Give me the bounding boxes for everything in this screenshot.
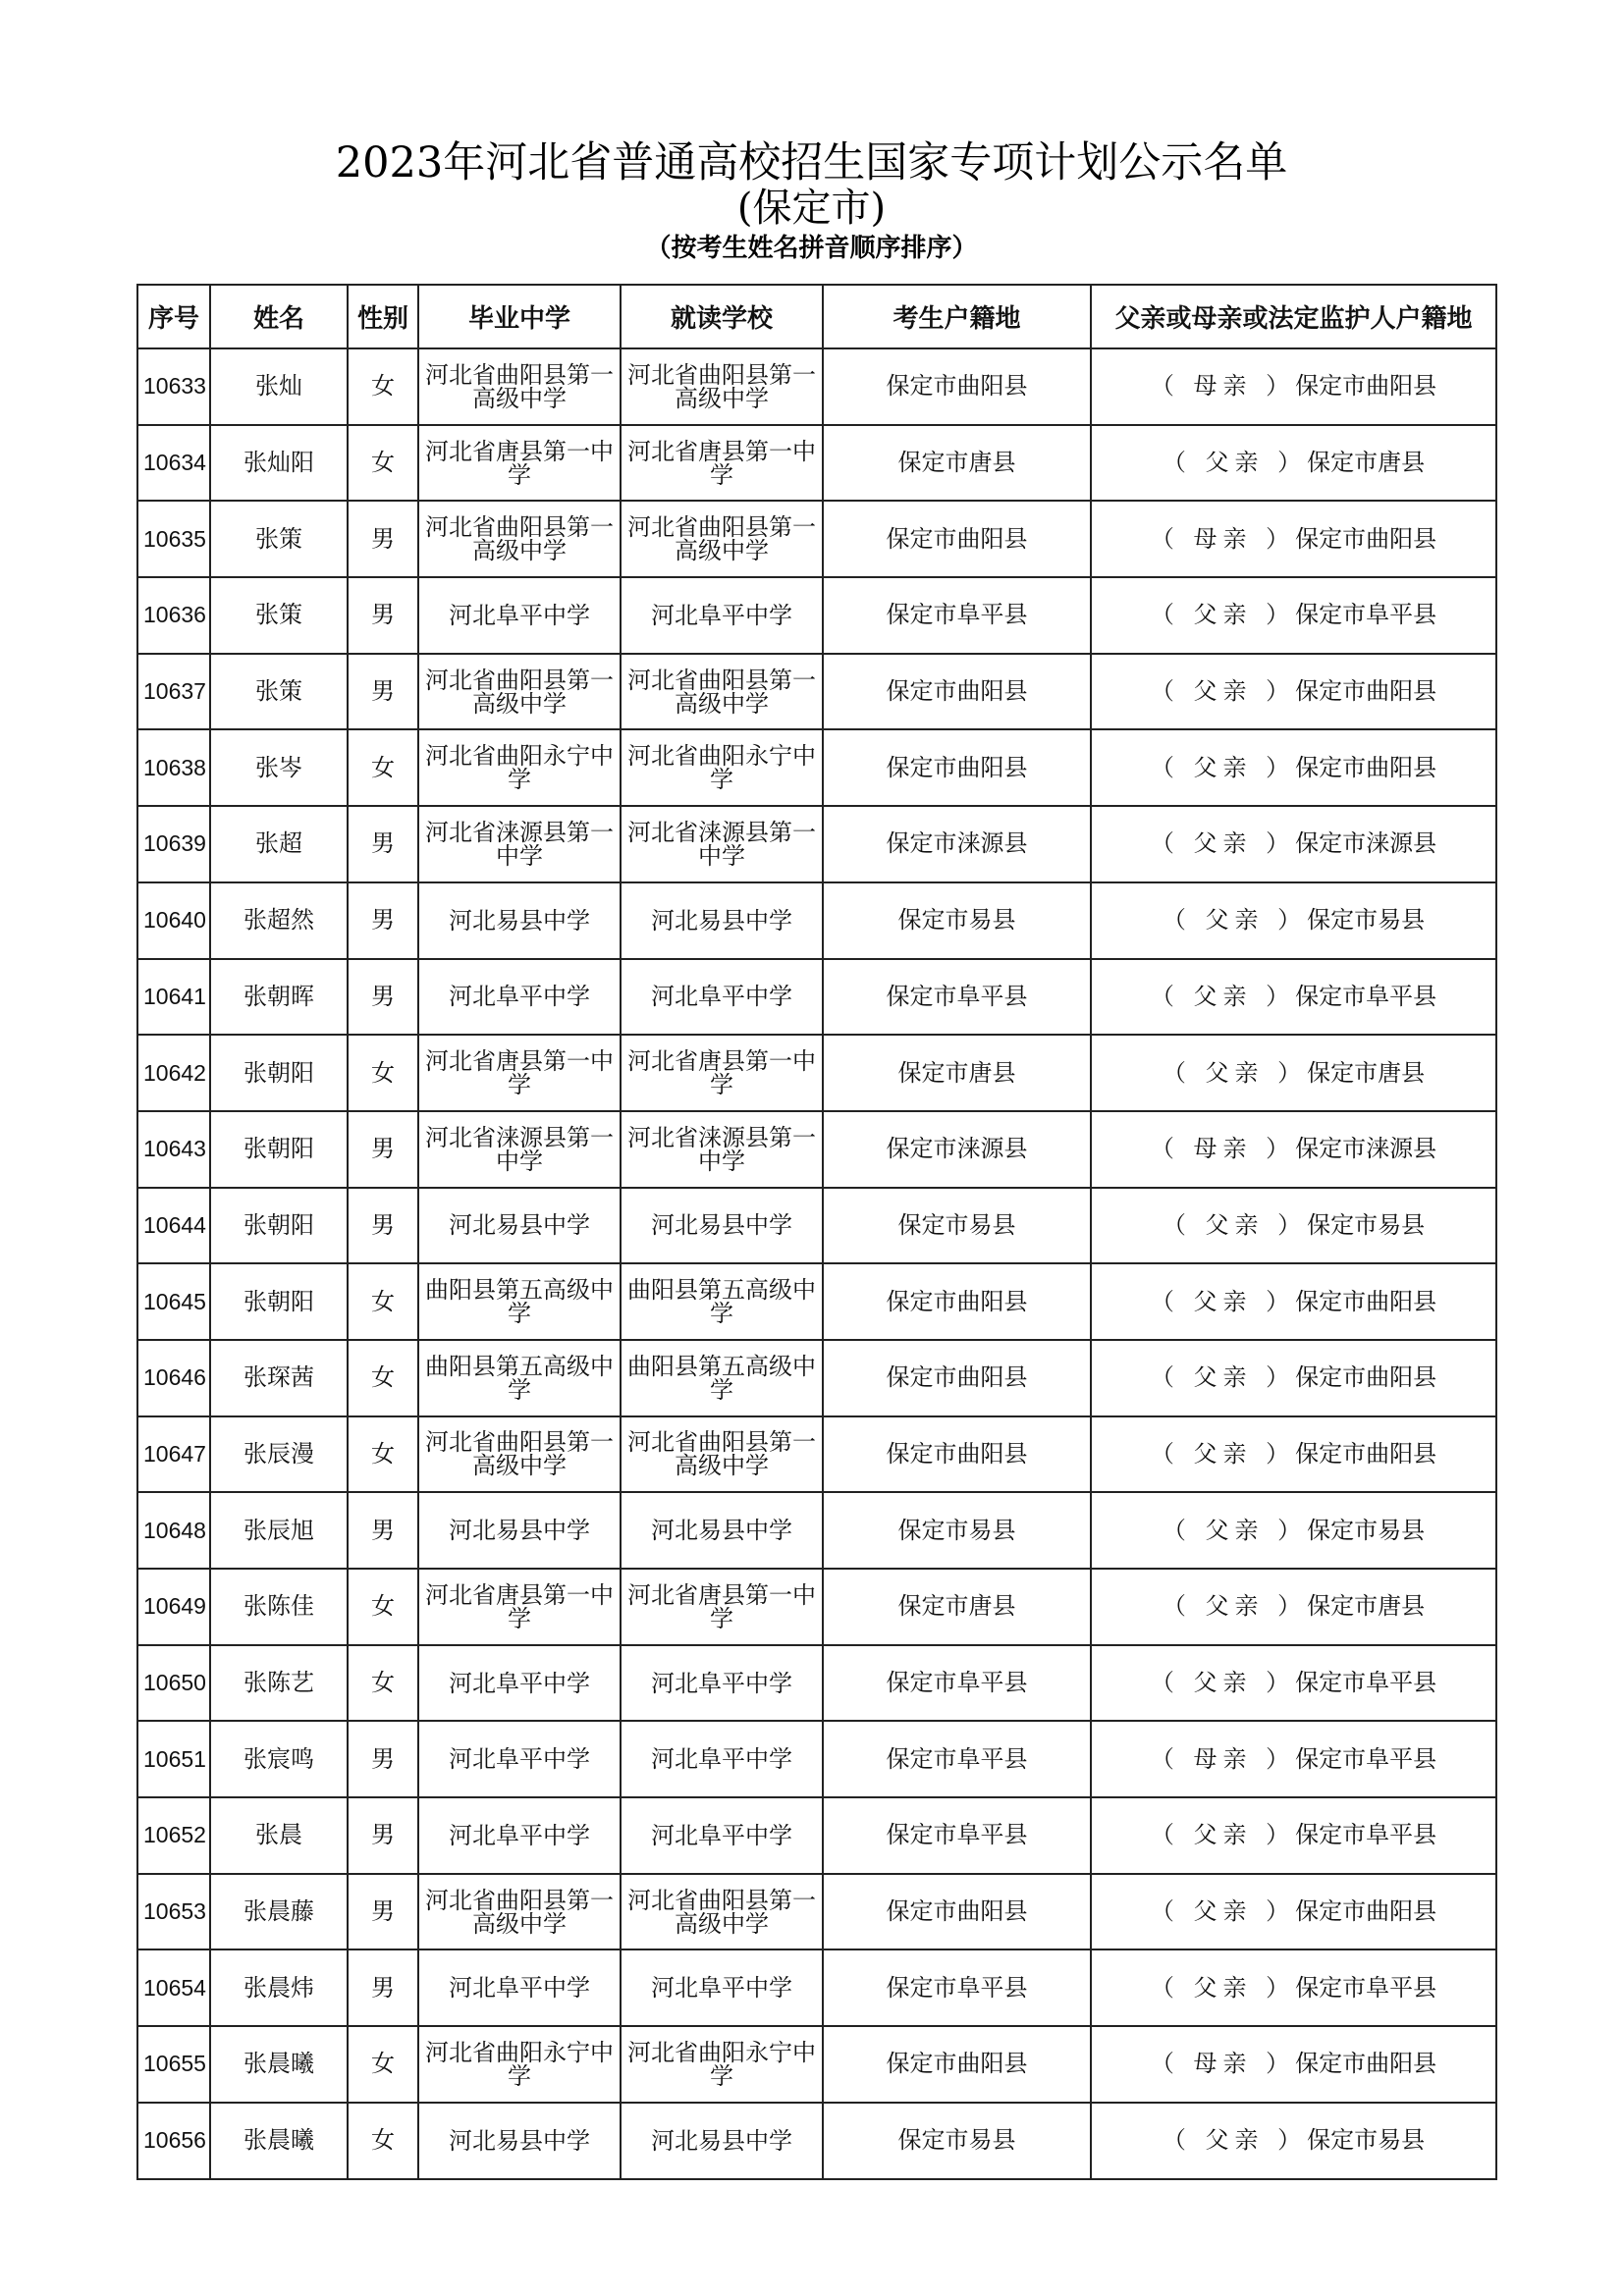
table-row — [137, 1569, 1496, 1645]
study-school-cell: 河北省曲阳县第一高级中学 — [621, 501, 823, 577]
guardian-relation: （ 父亲 ） — [1150, 601, 1296, 629]
grad-school-cell: 河北阜平中学 — [418, 1645, 621, 1722]
study-school-cell: 河北阜平中学 — [621, 1949, 823, 2026]
guardian-relation: （ 父亲 ） — [1150, 1439, 1296, 1468]
name-cell: 张灿 — [210, 348, 348, 425]
name-cell: 张朝晖 — [210, 959, 348, 1036]
seq-cell: 10639 — [137, 806, 210, 882]
column-header-study-school: 就读学校 — [621, 285, 823, 348]
table-row — [137, 1263, 1496, 1340]
guardian-residence: 保定市曲阳县 — [1295, 1439, 1437, 1468]
gender-cell: 女 — [348, 1263, 418, 1340]
guardian-residence: 保定市阜平县 — [1295, 982, 1437, 1010]
seq-cell: 10634 — [137, 425, 210, 502]
grad-school-cell: 河北省曲阳永宁中学 — [418, 729, 621, 806]
table-row — [137, 2103, 1496, 2179]
seq-cell: 10652 — [137, 1797, 210, 1874]
seq-cell: 10637 — [137, 654, 210, 730]
column-header-gender: 性别 — [348, 285, 418, 348]
name-cell: 张灿阳 — [210, 425, 348, 502]
guardian-relation: （ 母亲 ） — [1150, 524, 1296, 553]
guardian-relation: （ 母亲 ） — [1150, 372, 1296, 400]
grad-school-cell: 河北易县中学 — [418, 1188, 621, 1264]
grad-school-cell: 河北阜平中学 — [418, 1797, 621, 1874]
table-row — [137, 1797, 1496, 1874]
guardian-residence-cell — [1091, 2026, 1496, 2103]
guardian-residence-cell — [1091, 1797, 1496, 1874]
study-school-cell: 河北阜平中学 — [621, 959, 823, 1036]
guardian-relation: （ 父亲 ） — [1150, 1821, 1296, 1849]
residence-cell: 保定市阜平县 — [823, 1645, 1091, 1722]
study-school-cell: 河北省曲阳永宁中学 — [621, 729, 823, 806]
guardian-residence-cell — [1091, 729, 1496, 806]
residence-cell: 保定市易县 — [823, 2103, 1091, 2179]
grad-school-cell: 河北易县中学 — [418, 882, 621, 959]
gender-cell: 男 — [348, 1188, 418, 1264]
seq-cell: 10648 — [137, 1492, 210, 1569]
guardian-residence: 保定市唐县 — [1307, 1058, 1426, 1087]
name-cell: 张朝阳 — [210, 1111, 348, 1188]
guardian-residence-cell — [1091, 1188, 1496, 1264]
study-school-cell: 河北阜平中学 — [621, 1721, 823, 1797]
guardian-residence: 保定市易县 — [1307, 2126, 1426, 2155]
guardian-residence: 保定市易县 — [1307, 906, 1426, 934]
seq-cell: 10633 — [137, 348, 210, 425]
seq-cell: 10645 — [137, 1263, 210, 1340]
guardian-relation: （ 父亲 ） — [1162, 449, 1308, 477]
guardian-residence-cell — [1091, 1492, 1496, 1569]
column-header-name: 姓名 — [210, 285, 348, 348]
seq-cell: 10641 — [137, 959, 210, 1036]
residence-cell: 保定市唐县 — [823, 1569, 1091, 1645]
study-school-cell: 河北省曲阳永宁中学 — [621, 2026, 823, 2103]
name-cell: 张陈佳 — [210, 1569, 348, 1645]
guardian-residence-cell — [1091, 1645, 1496, 1722]
seq-cell: 10650 — [137, 1645, 210, 1722]
sort-note: （按考生姓名拼音顺序排序） — [645, 234, 978, 263]
grad-school-cell: 河北省唐县第一中学 — [418, 425, 621, 502]
seq-cell: 10646 — [137, 1340, 210, 1416]
gender-cell: 男 — [348, 501, 418, 577]
residence-cell: 保定市曲阳县 — [823, 654, 1091, 730]
table-row — [137, 425, 1496, 502]
table-row — [137, 1492, 1496, 1569]
name-cell: 张朝阳 — [210, 1188, 348, 1264]
gender-cell: 男 — [348, 882, 418, 959]
residence-cell: 保定市曲阳县 — [823, 1416, 1091, 1493]
gender-cell: 男 — [348, 959, 418, 1036]
residence-cell: 保定市易县 — [823, 882, 1091, 959]
gender-cell: 男 — [348, 1492, 418, 1569]
guardian-residence-cell — [1091, 1035, 1496, 1111]
gender-cell: 女 — [348, 348, 418, 425]
grad-school-cell: 河北省涞源县第一中学 — [418, 806, 621, 882]
table-row — [137, 577, 1496, 654]
table-row — [137, 348, 1496, 425]
table-header-row — [137, 285, 1496, 348]
seq-cell: 10638 — [137, 729, 210, 806]
residence-cell: 保定市唐县 — [823, 425, 1091, 502]
gender-cell: 女 — [348, 1340, 418, 1416]
column-header-residence: 考生户籍地 — [823, 285, 1091, 348]
grad-school-cell: 河北易县中学 — [418, 1492, 621, 1569]
guardian-residence: 保定市阜平县 — [1295, 601, 1437, 629]
guardian-residence: 保定市唐县 — [1307, 1592, 1426, 1621]
grad-school-cell: 河北省曲阳县第一高级中学 — [418, 501, 621, 577]
residence-cell: 保定市阜平县 — [823, 1797, 1091, 1874]
page-title: 2023年河北省普通高校招生国家专项计划公示名单 — [335, 138, 1288, 187]
guardian-relation: （ 父亲 ） — [1162, 1210, 1308, 1239]
residence-cell: 保定市阜平县 — [823, 1721, 1091, 1797]
guardian-relation: （ 父亲 ） — [1162, 1516, 1308, 1544]
name-cell: 张策 — [210, 654, 348, 730]
residence-cell: 保定市曲阳县 — [823, 1874, 1091, 1950]
name-cell: 张岑 — [210, 729, 348, 806]
gender-cell: 男 — [348, 654, 418, 730]
grad-school-cell: 河北阜平中学 — [418, 959, 621, 1036]
seq-cell: 10653 — [137, 1874, 210, 1950]
page-subtitle: (保定市) — [736, 186, 887, 231]
table-row — [137, 501, 1496, 577]
name-cell: 张晨炜 — [210, 1949, 348, 2026]
guardian-relation: （ 父亲 ） — [1150, 677, 1296, 706]
name-cell: 张辰漫 — [210, 1416, 348, 1493]
gender-cell: 女 — [348, 425, 418, 502]
seq-cell: 10654 — [137, 1949, 210, 2026]
grad-school-cell: 河北省唐县第一中学 — [418, 1035, 621, 1111]
study-school-cell: 河北易县中学 — [621, 1492, 823, 1569]
roster-table — [136, 284, 1497, 2180]
guardian-residence: 保定市曲阳县 — [1295, 1897, 1437, 1926]
residence-cell: 保定市涞源县 — [823, 1111, 1091, 1188]
guardian-relation: （ 父亲 ） — [1162, 906, 1308, 934]
table-row — [137, 1949, 1496, 2026]
residence-cell: 保定市涞源县 — [823, 806, 1091, 882]
name-cell: 张晨 — [210, 1797, 348, 1874]
gender-cell: 女 — [348, 1645, 418, 1722]
table-row — [137, 959, 1496, 1036]
gender-cell: 男 — [348, 806, 418, 882]
guardian-relation: （ 父亲 ） — [1150, 1363, 1296, 1392]
guardian-residence-cell — [1091, 1416, 1496, 1493]
residence-cell: 保定市易县 — [823, 1492, 1091, 1569]
study-school-cell: 河北易县中学 — [621, 1188, 823, 1264]
study-school-cell: 河北省曲阳县第一高级中学 — [621, 348, 823, 425]
guardian-residence: 保定市阜平县 — [1295, 1821, 1437, 1849]
guardian-residence: 保定市涞源县 — [1295, 1135, 1437, 1163]
study-school-cell: 河北省唐县第一中学 — [621, 425, 823, 502]
guardian-residence-cell — [1091, 577, 1496, 654]
table-row — [137, 1874, 1496, 1950]
guardian-residence-cell — [1091, 1340, 1496, 1416]
guardian-residence: 保定市涞源县 — [1295, 829, 1437, 858]
residence-cell: 保定市曲阳县 — [823, 729, 1091, 806]
gender-cell: 男 — [348, 1874, 418, 1950]
gender-cell: 女 — [348, 729, 418, 806]
table-row — [137, 1721, 1496, 1797]
name-cell: 张超然 — [210, 882, 348, 959]
guardian-residence-cell — [1091, 501, 1496, 577]
guardian-residence-cell — [1091, 2103, 1496, 2179]
grad-school-cell: 河北省曲阳永宁中学 — [418, 2026, 621, 2103]
residence-cell: 保定市曲阳县 — [823, 1340, 1091, 1416]
guardian-relation: （ 父亲 ） — [1150, 1897, 1296, 1926]
residence-cell: 保定市曲阳县 — [823, 348, 1091, 425]
table-row — [137, 654, 1496, 730]
guardian-relation: （ 父亲 ） — [1162, 2126, 1308, 2155]
guardian-residence-cell — [1091, 1263, 1496, 1340]
study-school-cell: 河北省唐县第一中学 — [621, 1569, 823, 1645]
grad-school-cell: 河北阜平中学 — [418, 1721, 621, 1797]
gender-cell: 男 — [348, 1721, 418, 1797]
table-body — [137, 348, 1496, 2179]
grad-school-cell: 曲阳县第五高级中学 — [418, 1263, 621, 1340]
grad-school-cell: 河北省曲阳县第一高级中学 — [418, 654, 621, 730]
gender-cell: 女 — [348, 2026, 418, 2103]
name-cell: 张超 — [210, 806, 348, 882]
guardian-relation: （ 父亲 ） — [1150, 1973, 1296, 2002]
table-row — [137, 882, 1496, 959]
seq-cell: 10649 — [137, 1569, 210, 1645]
table-row — [137, 1645, 1496, 1722]
study-school-cell: 河北省曲阳县第一高级中学 — [621, 1416, 823, 1493]
guardian-relation: （ 父亲 ） — [1150, 753, 1296, 781]
grad-school-cell: 河北易县中学 — [418, 2103, 621, 2179]
residence-cell: 保定市阜平县 — [823, 1949, 1091, 2026]
name-cell: 张琛茜 — [210, 1340, 348, 1416]
seq-cell: 10642 — [137, 1035, 210, 1111]
grad-school-cell: 河北省曲阳县第一高级中学 — [418, 1416, 621, 1493]
name-cell: 张策 — [210, 501, 348, 577]
guardian-residence-cell — [1091, 806, 1496, 882]
gender-cell: 男 — [348, 1949, 418, 2026]
seq-cell: 10655 — [137, 2026, 210, 2103]
seq-cell: 10656 — [137, 2103, 210, 2179]
guardian-relation: （ 母亲 ） — [1150, 2050, 1296, 2078]
seq-cell: 10651 — [137, 1721, 210, 1797]
seq-cell: 10647 — [137, 1416, 210, 1493]
column-header-grad-school: 毕业中学 — [418, 285, 621, 348]
study-school-cell: 河北省涞源县第一中学 — [621, 1111, 823, 1188]
name-cell: 张宸鸣 — [210, 1721, 348, 1797]
guardian-residence-cell — [1091, 348, 1496, 425]
table-row — [137, 1035, 1496, 1111]
name-cell: 张朝阳 — [210, 1263, 348, 1340]
grad-school-cell: 河北阜平中学 — [418, 577, 621, 654]
residence-cell: 保定市唐县 — [823, 1035, 1091, 1111]
guardian-residence-cell — [1091, 1949, 1496, 2026]
gender-cell: 女 — [348, 1416, 418, 1493]
guardian-relation: （ 父亲 ） — [1162, 1058, 1308, 1087]
study-school-cell: 曲阳县第五高级中学 — [621, 1263, 823, 1340]
gender-cell: 女 — [348, 1569, 418, 1645]
guardian-residence-cell — [1091, 1721, 1496, 1797]
study-school-cell: 河北省曲阳县第一高级中学 — [621, 1874, 823, 1950]
residence-cell: 保定市易县 — [823, 1188, 1091, 1264]
study-school-cell: 河北易县中学 — [621, 2103, 823, 2179]
name-cell: 张策 — [210, 577, 348, 654]
study-school-cell: 河北阜平中学 — [621, 577, 823, 654]
guardian-residence-cell — [1091, 1569, 1496, 1645]
guardian-residence-cell — [1091, 654, 1496, 730]
name-cell: 张朝阳 — [210, 1035, 348, 1111]
study-school-cell: 河北易县中学 — [621, 882, 823, 959]
study-school-cell: 曲阳县第五高级中学 — [621, 1340, 823, 1416]
table-row — [137, 1111, 1496, 1188]
grad-school-cell: 河北阜平中学 — [418, 1949, 621, 2026]
name-cell: 张陈艺 — [210, 1645, 348, 1722]
guardian-residence: 保定市曲阳县 — [1295, 1363, 1437, 1392]
name-cell: 张辰旭 — [210, 1492, 348, 1569]
guardian-residence: 保定市阜平县 — [1295, 1669, 1437, 1697]
guardian-residence: 保定市阜平县 — [1295, 1744, 1437, 1773]
column-header-guardian-residence: 父亲或母亲或法定监护人户籍地 — [1091, 285, 1496, 348]
residence-cell: 保定市曲阳县 — [823, 501, 1091, 577]
table-row — [137, 1188, 1496, 1264]
gender-cell: 男 — [348, 1797, 418, 1874]
seq-cell: 10636 — [137, 577, 210, 654]
guardian-relation: （ 父亲 ） — [1150, 1669, 1296, 1697]
study-school-cell: 河北省曲阳县第一高级中学 — [621, 654, 823, 730]
table-row — [137, 2026, 1496, 2103]
grad-school-cell: 河北省涞源县第一中学 — [418, 1111, 621, 1188]
study-school-cell: 河北省唐县第一中学 — [621, 1035, 823, 1111]
guardian-residence: 保定市易县 — [1307, 1516, 1426, 1544]
guardian-residence: 保定市唐县 — [1307, 449, 1426, 477]
residence-cell: 保定市曲阳县 — [823, 2026, 1091, 2103]
guardian-residence-cell — [1091, 1111, 1496, 1188]
grad-school-cell: 河北省唐县第一中学 — [418, 1569, 621, 1645]
column-header-seq: 序号 — [137, 285, 210, 348]
guardian-residence-cell — [1091, 425, 1496, 502]
guardian-residence: 保定市阜平县 — [1295, 1973, 1437, 2002]
guardian-residence-cell — [1091, 882, 1496, 959]
guardian-relation: （ 母亲 ） — [1150, 1135, 1296, 1163]
residence-cell: 保定市阜平县 — [823, 959, 1091, 1036]
guardian-relation: （ 父亲 ） — [1162, 1592, 1308, 1621]
gender-cell: 女 — [348, 1035, 418, 1111]
seq-cell: 10635 — [137, 501, 210, 577]
guardian-residence: 保定市曲阳县 — [1295, 753, 1437, 781]
study-school-cell: 河北省涞源县第一中学 — [621, 806, 823, 882]
residence-cell: 保定市阜平县 — [823, 577, 1091, 654]
guardian-residence: 保定市易县 — [1307, 1210, 1426, 1239]
table-row — [137, 1416, 1496, 1493]
table-row — [137, 729, 1496, 806]
guardian-residence: 保定市曲阳县 — [1295, 1287, 1437, 1315]
guardian-relation: （ 父亲 ） — [1150, 982, 1296, 1010]
seq-cell: 10640 — [137, 882, 210, 959]
gender-cell: 男 — [348, 577, 418, 654]
guardian-relation: （ 父亲 ） — [1150, 1287, 1296, 1315]
guardian-residence-cell — [1091, 959, 1496, 1036]
grad-school-cell: 河北省曲阳县第一高级中学 — [418, 348, 621, 425]
guardian-relation: （ 母亲 ） — [1150, 1744, 1296, 1773]
guardian-relation: （ 父亲 ） — [1150, 829, 1296, 858]
guardian-residence: 保定市曲阳县 — [1295, 677, 1437, 706]
guardian-residence: 保定市曲阳县 — [1295, 524, 1437, 553]
gender-cell: 男 — [348, 1111, 418, 1188]
guardian-residence: 保定市曲阳县 — [1295, 372, 1437, 400]
name-cell: 张晨藤 — [210, 1874, 348, 1950]
table-row — [137, 1340, 1496, 1416]
table-row — [137, 806, 1496, 882]
guardian-residence-cell — [1091, 1874, 1496, 1950]
grad-school-cell: 河北省曲阳县第一高级中学 — [418, 1874, 621, 1950]
study-school-cell: 河北阜平中学 — [621, 1645, 823, 1722]
grad-school-cell: 曲阳县第五高级中学 — [418, 1340, 621, 1416]
study-school-cell: 河北阜平中学 — [621, 1797, 823, 1874]
name-cell: 张晨曦 — [210, 2026, 348, 2103]
name-cell: 张晨曦 — [210, 2103, 348, 2179]
guardian-residence: 保定市曲阳县 — [1295, 2050, 1437, 2078]
seq-cell: 10643 — [137, 1111, 210, 1188]
seq-cell: 10644 — [137, 1188, 210, 1264]
residence-cell: 保定市曲阳县 — [823, 1263, 1091, 1340]
gender-cell: 女 — [348, 2103, 418, 2179]
